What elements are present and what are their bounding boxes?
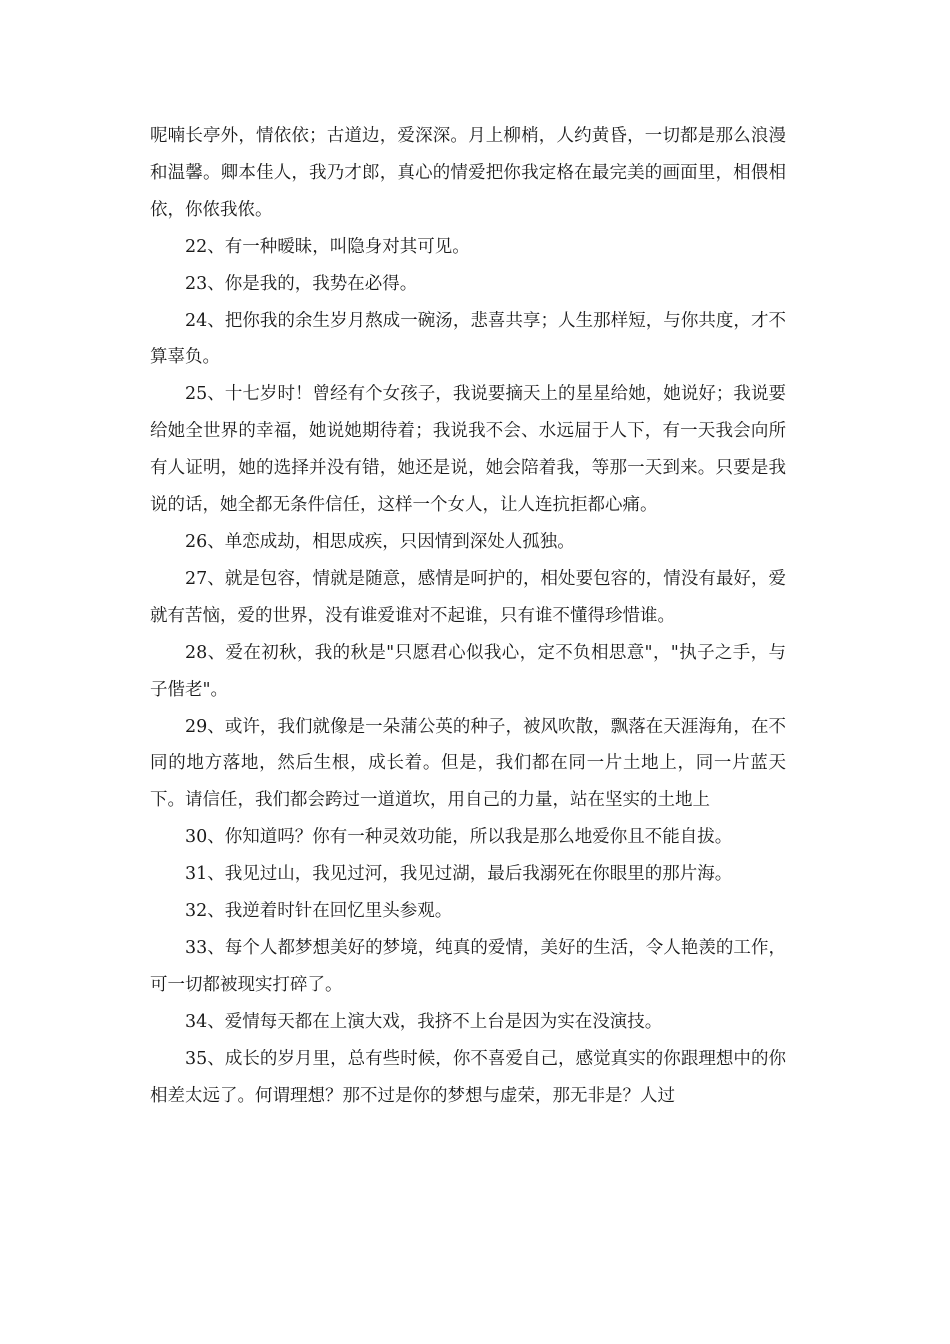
paragraph: 35、成长的岁月里，总有些时候，你不喜爱自己，感觉真实的你跟理想中的你相差太远了。何谓理想？那不过是你的梦想与虚荣，那无非是？人过 [150,1048,786,1106]
paragraph: 25、十七岁时！曾经有个女孩子，我说要摘天上的星星给她，她说好；我说要给她全世界的幸福，她说她期待着；我说我不会、水远屇于人下，有一天我会向所有人证明，她的选择并没有错，她还是说，她会陪着我，等那一天到来。只要是我说的话，她全都无条件信任，这样一个女人，让人连抗拒都心痛。 [150,384,786,516]
paragraph: 28、爱在初秋，我的秋是"只愿君心似我心，定不负相思意"，"执子之手，与子偕老"。 [150,642,786,700]
paragraph: 呢喃长亭外，情依依；古道边，爱深深。月上柳梢，人约黄昏，一切都是那么浪漫和温馨。卿本佳人，我乃才郎，真心的情爱把你我定格在最完美的画面里，相偎相依，你侬我侬。 [150,126,786,220]
document-body [150,118,786,1114]
paragraph: 31、我见过山，我见过河，我见过湖，最后我溺死在你眼里的那片海。 [185,864,733,885]
paragraph: 30、你知道吗？你有一种灵效功能，所以我是那么地爱你且不能自拔。 [185,827,733,848]
paragraph: 33、每个人都梦想美好的梦境，纯真的爱情，美好的生活，令人艳羡的工作，可一切都被现实打碎了。 [150,937,786,995]
paragraph: 22、有一种暧昧，叫隐身对其可见。 [185,236,470,257]
paragraph: 26、单恋成劫，相思成疾，只因情到深处人孤独。 [185,531,575,552]
paragraph: 27、就是包容，情就是随意，感情是呵护的，相处要包容的，情没有最好，爱就有苦恼，爱的世界，没有谁爱谁对不起谁，只有谁不懂得珍惜谁。 [150,568,786,626]
paragraph: 34、爱情每天都在上演大戏，我挤不上台是因为实在没演技。 [185,1011,663,1032]
paragraph: 29、或许，我们就像是一朵蒲公英的种子，被风吹散，飘落在天涯海角，在不同的地方落地，然后生根，成长着。但是，我们都在同一片土地上，同一片蓝天下。请信任，我们都会跨过一道道坎，用自己的力量，站在坚实的土地上 [150,716,786,811]
paragraph: 32、我逆着时针在回忆里头参观。 [185,901,453,922]
paragraph: 24、把你我的余生岁月熬成一碗汤，悲喜共享；人生那样短，与你共度，才不算辜负。 [150,310,786,368]
paragraph: 23、你是我的，我势在必得。 [185,273,418,294]
